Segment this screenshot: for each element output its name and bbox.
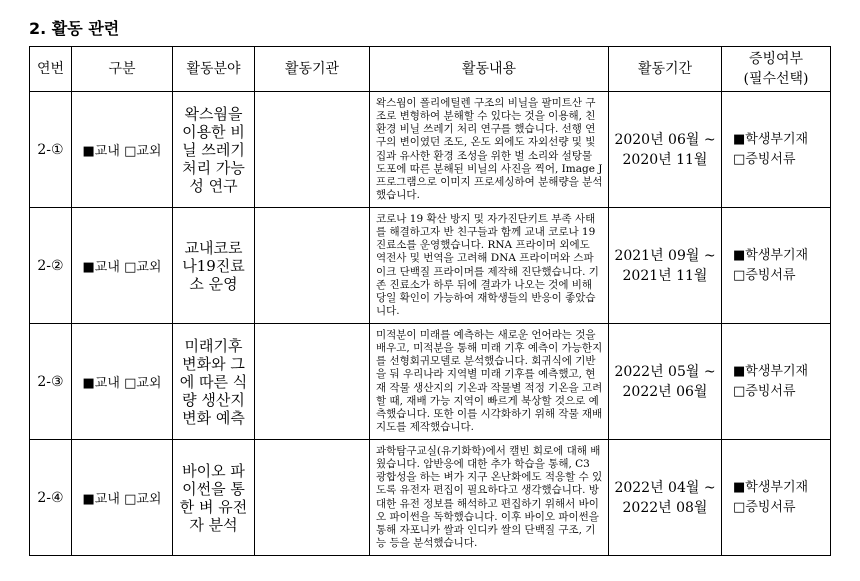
period-start: 2022년 04월 ~	[614, 479, 716, 496]
field-line: 에 따른 식	[179, 372, 248, 391]
row-number: 2-①	[30, 92, 72, 208]
period-cell	[609, 92, 722, 208]
org-cell[interactable]	[255, 92, 370, 208]
section-title: 2. 활동 관련	[29, 19, 120, 38]
checkbox-school-in[interactable]: ■교내	[82, 260, 120, 275]
header-org: 활동기관	[255, 47, 370, 92]
checkbox-documents[interactable]: □증빙서류	[733, 499, 796, 515]
field-line: 성 연구	[189, 176, 238, 195]
field-line: 소 운영	[189, 274, 238, 293]
field-line: 량 생산지	[182, 390, 245, 409]
checkbox-school-in[interactable]: ■교내	[82, 144, 120, 159]
period-end: 2022년 06월	[622, 383, 708, 400]
proof-cell	[722, 440, 831, 556]
checkbox-documents[interactable]: □증빙서류	[733, 383, 796, 399]
content-cell: 과학탐구교실(유기화학)에서 캘빈 회로에 대해 배웠습니다. 암반응에 대한 추가 학습을 통해, C3 광합성을 하는 벼가 지구 온난화에도 적응할 수 있도록 유전자 편집이 필요하다고 생각했습니다. 방대한 유전 정보를 해석하고 편집하기 위해서 바이오 파이썬을 독학했습니다. 이후 바이오 파이썬을 통해 자포니카 쌀과 인디카 쌀의 단백질 구조, 기능 등을 분석했습니다.	[370, 440, 609, 556]
header-proof-line1: 증빙여부	[748, 51, 804, 67]
field-line: 처리 가능	[182, 158, 245, 177]
field-line: 왁스웜을	[184, 104, 243, 123]
period-cell	[609, 440, 722, 556]
checkbox-record[interactable]: ■학생부기재	[733, 479, 809, 495]
header-proof-line2: (필수선택)	[743, 71, 809, 87]
checkbox-record[interactable]: ■학생부기재	[733, 363, 809, 379]
field-line: 바이오 파	[182, 461, 245, 480]
period-cell	[609, 324, 722, 440]
field-cell	[173, 324, 255, 440]
content-cell: 미적분이 미래를 예측하는 새로운 언어라는 것을 배우고, 미적분을 통해 미래 기후 예측이 가능한지를 선형회귀모델로 분석했습니다. 회귀식에 기반을 둬 우리나라 지역별 미래 기후를 예측했고, 현재 작물 생산지의 기온과 작물별 적정 기온을 고려할 때, 재배 가능 지역이 빠르게 북상할 것으로 예측했습니다. 또한 이를 시각화하기 위해 작물 재배 지도를 제작했습니다.	[370, 324, 609, 440]
checkbox-record[interactable]: ■학생부기재	[733, 247, 809, 263]
checkbox-school-in[interactable]: ■교내	[82, 376, 120, 391]
field-line: 이썬을 통	[182, 479, 245, 498]
period-end: 2021년 11월	[622, 267, 708, 284]
period-start: 2022년 05월 ~	[614, 363, 716, 380]
checkbox-documents[interactable]: □증빙서류	[733, 267, 796, 283]
checkbox-school-out[interactable]: □교외	[124, 376, 162, 391]
checkbox-record[interactable]: ■학생부기재	[733, 131, 809, 147]
field-cell	[173, 92, 255, 208]
header-row	[30, 47, 831, 92]
table-row	[30, 324, 831, 440]
checkbox-school-out[interactable]: □교외	[124, 144, 162, 159]
header-proof	[722, 47, 831, 92]
proof-cell	[722, 208, 831, 324]
content-cell: 코로나 19 확산 방지 및 자가진단키트 부족 사태를 해결하고자 반 친구들과 함께 교내 코로나 19 진료소를 운영했습니다. RNA 프라이머 외에도 역전사 및 번역을 고려해 DNA 프라이머와 스파이크 단백질 프라이머를 제작해 진단했습니다. 기존 진료소가 하루 뒤에 결과가 나오는 것에 비해 당일 확인이 가능하여 재학생들의 반응이 좋았습니다.	[370, 208, 609, 324]
table-row	[30, 208, 831, 324]
period-end: 2020년 11월	[622, 151, 708, 168]
row-number: 2-③	[30, 324, 72, 440]
field-line: 한 벼 유전	[179, 497, 248, 516]
checkbox-documents[interactable]: □증빙서류	[733, 151, 796, 167]
header-content: 활동내용	[370, 47, 609, 92]
field-line: 교내코로	[184, 238, 243, 257]
category-cell	[72, 440, 173, 556]
field-line: 변화와 그	[182, 354, 245, 373]
field-line: 미래기후	[184, 336, 243, 355]
proof-cell	[722, 324, 831, 440]
checkbox-school-out[interactable]: □교외	[124, 492, 162, 507]
proof-cell	[722, 92, 831, 208]
row-number: 2-④	[30, 440, 72, 556]
period-end: 2022년 08월	[622, 499, 708, 516]
field-cell	[173, 208, 255, 324]
field-line: 이용한 비	[182, 122, 245, 141]
period-cell	[609, 208, 722, 324]
org-cell[interactable]	[255, 324, 370, 440]
header-category: 구분	[72, 47, 173, 92]
field-line: 자 분석	[189, 515, 238, 534]
table-row	[30, 440, 831, 556]
field-line: 변화 예측	[182, 408, 245, 427]
checkbox-school-out[interactable]: □교외	[124, 260, 162, 275]
field-line: 나19진료	[182, 256, 245, 275]
category-cell	[72, 324, 173, 440]
org-cell[interactable]	[255, 208, 370, 324]
org-cell[interactable]	[255, 440, 370, 556]
content-cell: 왁스웜이 폴리에틸렌 구조의 비닐을 팔미트산 구조로 변형하여 분해할 수 있다는 것을 이용해, 친환경 비닐 쓰레기 처리 연구를 했습니다. 선행 연구의 변이였던 조도, 온도 외에도 자외선량 및 빛집과 유사한 환경 조성을 위한 벌 소리와 설탕물 도포에 따른 분해된 비닐의 사진을 찍어, Image J 프로그램으로 이미지 프로세싱하여 분해량을 분석했습니다.	[370, 92, 609, 208]
period-start: 2020년 06월 ~	[614, 131, 716, 148]
header-period: 활동기간	[609, 47, 722, 92]
field-cell	[173, 440, 255, 556]
period-start: 2021년 09월 ~	[614, 247, 716, 264]
header-no: 연번	[30, 47, 72, 92]
category-cell	[72, 208, 173, 324]
field-line: 닐 쓰레기	[182, 140, 245, 159]
header-field: 활동분야	[173, 47, 255, 92]
category-cell	[72, 92, 173, 208]
checkbox-school-in[interactable]: ■교내	[82, 492, 120, 507]
activity-table	[29, 46, 831, 556]
row-number: 2-②	[30, 208, 72, 324]
table-row	[30, 92, 831, 208]
